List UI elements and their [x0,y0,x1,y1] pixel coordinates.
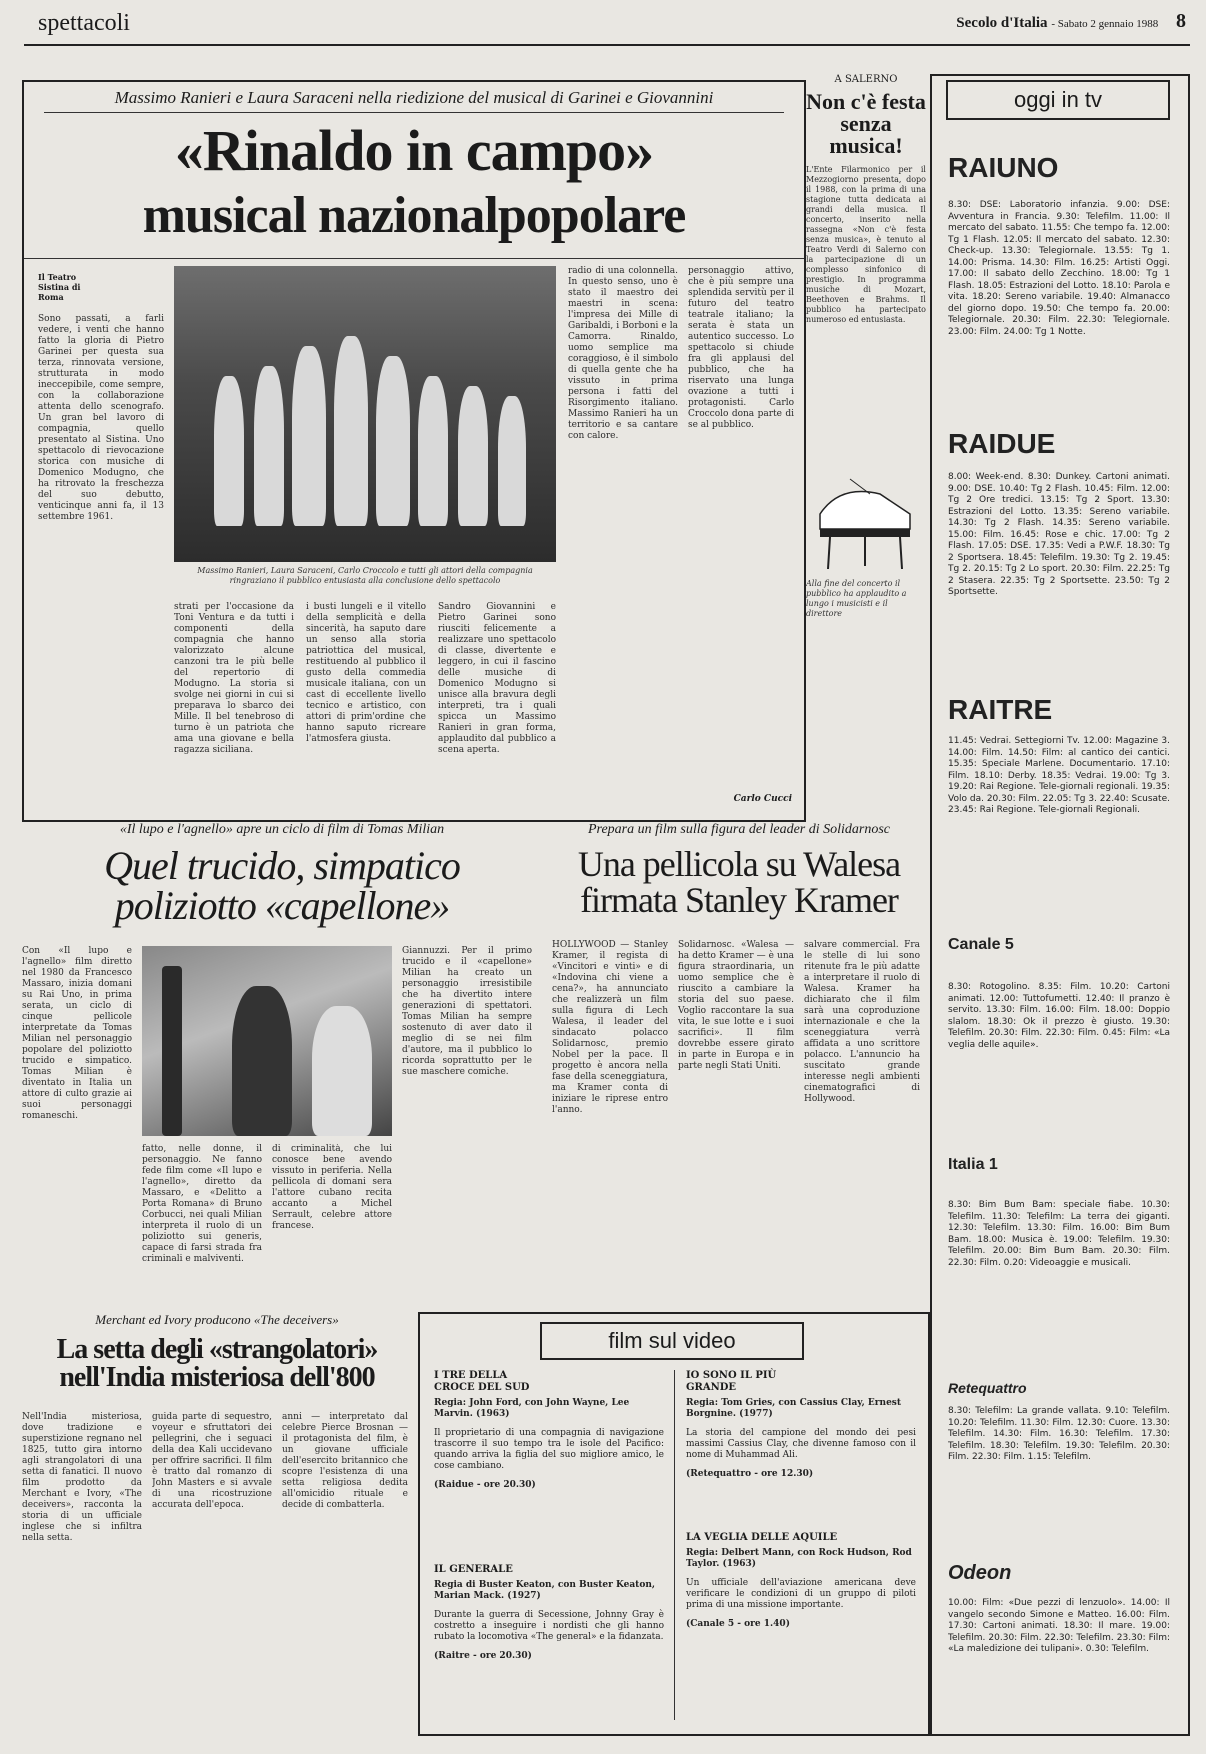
rinaldo-col3: i busti lungeli e il vitello della semplicità e della sincerità, ha saputo dare un senso alla storia patriottica del musical, restituendo al pubblico il gusto della commedia musicale italiana, con un cast di eccellente livello tecnico e artistico, con attori di prim'ordine che hanno saputo ricreare l'atmosfera giusta. [306,602,426,744]
deceivers-col3: anni — interpretato dal celebre Pierce Brosnan — il protagonista del film, è un giovane ufficiale dell'esercito britannico che scopre l'esistenza di una setta religiosa dedita all'omicidio rituale e decide di combatterla. [282,1412,408,1510]
raidue-logo: RAIDUE [948,428,1056,459]
milian-title-1: Quel trucido, simpatico [104,843,460,888]
rinaldo-col5: radio di una colonnella. In questo senso, uno è stato il maestro dei maestri in scena: l'impresa dei Mille di Garibaldi, i Borboni e la Camorra. Rinaldo, uomo semplice ma coraggioso, è il simbolo di quella gente che ha vissuto in prima persona i fatti del Risorgimento italiano. Massimo Ranieri ha un territorio e sa cantare con calore. [568,266,678,441]
film-item-desc: Durante la guerra di Secessione, Johnny Gray è costretto a inseguire i nordisti che gli hanno rubato la locomotiva «The general» e la fidanzata. [434,1610,664,1642]
film-item-title: IL GENERALE [434,1564,513,1575]
walesa-title-1: Una pellicola su Walesa [577,844,901,884]
milian-photo [142,946,392,1136]
retequattro-logo: Retequattro [948,1380,1027,1396]
salerno-kicker: A SALERNO [834,74,898,85]
canale5-schedule: 8.30: Rotogolino. 8.35: Film. 10.20: Cartoni animati. 12.00: Tuttofumetti. 12.40: Il pranzo è servito. 13.30: Film. 16.00: Film. 18.00: Doppio slalom. 18.30: Ok il prezzo è giusto. 19.30: Telefilm. 20.30: Film. 22.30: Film. 0.45: Film: «La veglia delle aquile». [948,982,1170,1050]
header-rule [24,44,1190,46]
deceivers-col1: Nell'India misteriosa, dove tradizione e superstizione regnano nel 1825, tutto gira intorno agli strangolatori di una setta di fanatici. Il nuovo film prodotto da Merchant e Ivory, «The deceivers», racconta la storia di un ufficiale inglese che si infiltra nella setta. [22,1412,142,1543]
deceivers-title-2: nell'India misteriosa dell'800 [59,1362,375,1393]
film-item-title: LA VEGLIA DELLE AQUILE [686,1532,838,1543]
walesa-col3: salvare commercial. Fra le stelle di lui sono ritenute fra le più adatte a interpretare il ruolo di Walesa. Kramer ha dichiarato che il film sarà una coproduzione internazionale e che la sceneggiatura verrà affidata a uno scrittore polacco. L'annuncio ha suscitato grande interesse negli ambienti cinematografici di Hollywood. [804,940,920,1104]
salerno-body: L'Ente Filarmonico per il Mezzogiorno presenta, dopo il 1988, con la prima di una stagione tutta dedicata ai grandi della musica. Il concerto, inserito nella rassegna «Non c'è festa senza musica», è tenuto al Teatro Verdi di Salerno con la partecipazione di un complesso sinfonico di prestigio. In programma musiche di Mozart, Beethoven e Brahms. Il pubblico ha partecipato numeroso ed entusiasta. [806,165,926,324]
rinaldo-place: Il Teatro Sistina di Roma [38,272,81,302]
film-item-3 [686,1370,916,1480]
film-item-1 [434,1370,664,1491]
film-item-title: IO SONO IL PIÙ GRANDE [686,1370,777,1393]
film-item-channel: (Raidue - ore 20.30) [434,1480,536,1490]
film-item-2 [434,1564,664,1662]
film-item-credits: Regia di Buster Keaton, con Buster Keaton, Marian Mack. (1927) [434,1580,656,1601]
rinaldo-col6: personaggio attivo, che è più sempre una splendida servitù per il futuro del teatro teatrale italiano; la serata è stata un autentico successo. Lo spettacolo si chiude fra gli applausi del pubblico, che ha riservato una lunga ovazione a tutti i protagonisti. Carlo Croccolo dona parte di se al pubblico. [688,266,794,430]
raiuno-logo: RAIUNO [948,152,1059,183]
raitre-logo: RAITRE [948,694,1053,725]
raiuno-schedule: 8.30: DSE: Laboratorio infanzia. 9.00: DSE: Avventura in Francia. 9.30: Telefilm. 11.00: Il mercato del sabato. 11.55: Che tempo fa. 12.00: Tg 1 Flash. 12.05: Il mercato del sabato. 12.30: Check-up. 13.30: Telegiornale. 13.55: Tg 1. 14.00: Prisma. 14.30: Film. 16.25: Artisti Oggi. 17.00: Il sabato dello Zecchino. 18.00: Tg 1 Flash. 18.05: Estrazioni del Lotto. 18.10: Parola e vita. 18.20: Sereno variabile. 19.40: Almanacco del giorno dopo. 19.50: Che tempo fa. 20.00: Telegiornale. 20.30: Film. 22.30: Telegiornale. 23.00: Film. 24.00: Tg 1 Notte. [948,200,1170,337]
milian-col2: fatto, nelle donne, il personaggio. Ne fanno fede film come «Il lupo e l'agnello», diretto da Massaro, e «Delitto a Porta Romana» di Bruno Corbucci, nei quali Milian interpreta il ruolo di un poliziotto sui generis, capace di farsi strada fra criminali e malviventi. [142,1144,262,1264]
tv-title: oggi in tv [946,80,1170,120]
walesa-title-2: firmata Stanley Kramer [580,880,898,920]
rinaldo-kicker: Massimo Ranieri e Laura Saraceni nella riedizione del musical di Garinei e Giovannini [44,88,784,113]
milian-col1: Con «Il lupo e l'agnello» film diretto nel 1980 da Francesco Massaro, inizia domani su Rai Uno, in prima serata, un ciclo di cinque pellicole interpretate da Tomas Milian nel personaggio popolare del poliziotto trucido e simpatico. Tomas Milian è diventato in Italia un attore di culto grazie ai suoi personaggi romaneschi. [22,946,132,1121]
film-item-credits: Regia: Tom Gries, con Cassius Clay, Ernest Borgnine. (1977) [686,1398,902,1419]
rinaldo-photo [174,266,556,562]
walesa-kicker: Prepara un film sulla figura del leader di Solidarnosc [587,822,891,837]
film-item-4 [686,1532,916,1630]
deceivers-article [22,1312,412,1732]
rinaldo-col1: Sono passati, a farli vedere, i venti che hanno fatto la gloria di Pietro Garinei per questa sua terza, rinnovata versione, strutturata in modo ineccepibile, come sempre, con la collaborazione attenta dello scenografo. Un gran bel lavoro di compagnia, quello presentato al Sistina. Uno spettacolo di rievocazione storica con musiche di Domenico Modugno, che ha ritrovato la freschezza del suo debutto, venticinque anni fa, il 13 settembre 1961. [38,314,164,522]
film-video-title: film sul video [540,1322,804,1360]
milian-kicker: «Il lupo e l'agnello» apre un ciclo di film di Tomas Milian [119,822,445,837]
walesa-col1: HOLLYWOOD — Stanley Kramer, il regista di «Vincitori e vinti» e di «Indovina chi viene a cena?», ha annunciato che realizzerà un film sulla figura di Lech Walesa, il leader del sindacato polacco Solidarnosc, premio Nobel per la pace. Il progetto è ancora nella fase della sceneggiatura, ma Kramer conta di iniziare le riprese entro l'anno. [552,940,668,1115]
film-item-desc: La storia del campione del mondo dei pesi massimi Cassius Clay, che divenne famoso con il nome di Muhammad Ali. [686,1428,916,1460]
milian-col4: Giannuzzi. Per il primo trucido e il «capellone» Milian ha creato un personaggio irresistibile che ha divertito intere generazioni di spettatori. Tomas Milian ha sempre sostenuto di aver dato il meglio di se nei film d'autore, ma il pubblico lo ricorda soprattutto per le sue maschere comiche. [402,946,532,1077]
section-title: spettacoli [38,10,130,36]
retequattro-schedule: 8.30: Telefilm: La grande vallata. 9.10: Telefilm. 10.20: Telefilm. 11.30: Film. 12.30: Cuore. 13.30: Telefilm. 14.30: Film. 16.30: Telefilm. 17.30: Telefilm. 18.30: Telefilm. 19.30: Telefilm. 20.30: Film. 22.30: Film. 1.15: Telefilm. [948,1406,1170,1462]
odeon-logo: Odeon [948,1562,1012,1584]
salerno-title: Non c'è festa senza musica! [806,89,926,158]
salerno-article [806,74,926,818]
film-item-desc: Il proprietario di una compagnia di navigazione trascorre il suo tempo tra le isole del Pacifico: quando arriva la figlia del suo migliore amico, le cose cambiano. [434,1428,664,1471]
film-item-title: I TRE DELLA CROCE DEL SUD [434,1370,530,1393]
walesa-col2: Solidarnosc. «Walesa — ha detto Kramer — è una figura straordinaria, un uomo semplice che è riuscito a cambiare la storia del suo paese. Voglio raccontare la sua vita, le sue lotte e i suoi sacrifici». Il film dovrebbe essere girato in parte in Europa e in parte negli Stati Uniti. [678,940,794,1071]
milian-article [22,822,542,1306]
piano-illustration [810,474,920,574]
raitre-schedule: 11.45: Vedrai. Settegiorni Tv. 12.00: Magazine 3. 14.00: Film. 14.50: Film: al cantico dei cantici. 15.35: Speciale Marlene. Documentario. 17.10: Film. 18.10: Derby. 18.35: Vedrai. 19.00: Tg 3. 19.20: Rai Regione. Tele-giornali regionali. 19.35: Volo da. 20.30: Film. 22.05: Tg 3. 22.40: Scusate. 23.45: Rai Regione. Tele-giornali Regionali. [948,736,1170,815]
walesa-article [552,822,926,1306]
deceivers-col2: guida parte di sequestro, voyeur e sfruttatori dei pellegrini, che i seguaci della dea Kali uccidevano per offrire sacrifici. Il film è tratto dal romanzo di John Masters e si avvale di una ricostruzione accurata dell'epoca. [152,1412,272,1510]
salerno-caption: Alla fine del concerto il pubblico ha applaudito a lungo i musicisti e il direttore [806,579,907,618]
film-item-channel: (Canale 5 - ore 1.40) [686,1619,790,1629]
canale5-logo: Canale 5 [948,936,1014,953]
deceivers-title-1: La setta degli «strangolatori» [56,1334,378,1365]
film-item-credits: Regia: John Ford, con John Wayne, Lee Marvin. (1963) [434,1398,630,1419]
film-item-channel: (Retequattro - ore 12.30) [686,1469,814,1479]
milian-col3: di criminalità, che lui conosce bene avendo vissuto in periferia. Nella pellicola di domani sera l'attore cubano recita accanto a Michel Serrault, celebre attore francese. [272,1144,392,1231]
italia1-schedule: 8.30: Bim Bum Bam: speciale fiabe. 10.30: Telefilm. 11.30: Telefilm: La terra dei giganti. 12.30: Telefilm. 13.30: Film. 16.00: Bim Bum Bam. 18.00: Musica è. 19.00: Telefilm. 19.30: Telefilm. 20.00: Bim Bum Bam. 20.30: Film. 22.30: Film. 0.20: Videoaggie e musicali. [948,1200,1170,1268]
italia1-logo: Italia 1 [948,1156,998,1173]
film-item-credits: Regia: Delbert Mann, con Rock Hudson, Rod Taylor. (1963) [686,1548,912,1569]
newspaper-name: Secolo d'Italia [956,15,1048,31]
issue-date: Sabato 2 gennaio 1988 [1057,18,1159,30]
tv-column [930,74,1190,1736]
film-item-desc: Un ufficiale dell'aviazione americana deve verificare le condizioni di un gruppo di piloti prima di una missione importante. [686,1578,916,1610]
rinaldo-col4: Sandro Giovannini e Pietro Garinei sono riusciti felicemente a realizzare uno spettacolo di classe, divertente e leggero, in cui il fascino delle musiche di Domenico Modugno si unisce alla bravura degli interpreti, tra i quali spicca un Massimo Ranieri in gran forma, applaudito dal pubblico a scena aperta. [438,602,556,755]
masthead-info: Secolo d'Italia - Sabato 2 gennaio 1988 8 [956,10,1186,32]
page-number: 8 [1176,10,1186,32]
milian-title-2: poliziotto «capellone» [114,883,450,928]
rinaldo-col2: strati per l'occasione da Toni Ventura e da tutti i componenti della compagnia che hanno valorizzato alcune canzoni tra le più belle del repertorio di Modugno. La storia si svolge nei giorni in cui si preparava lo sbarco dei Mille. Il bel tenebroso di turno è un patriota che ama una giovane e bella ragazza siciliana. [174,602,294,755]
rinaldo-caption: Massimo Ranieri, Laura Saraceni, Carlo Croccolo e tutti gli attori della compagnia ringraziano il pubblico entusiasta alla conclusione dello spettacolo [197,566,533,585]
raidue-schedule: 8.00: Week-end. 8.30: Dunkey. Cartoni animati. 9.00: DSE. 10.40: Tg 2 Flash. 10.45: Film. 12.00: Tg 2 Ore tredici. 13.15: Tg 2 Sport. 13.30: Estrazioni del Lotto. 13.35: Sereno variabile. 14.30: Tg 2 Flash. 14.35: Sereno variabile. 15.00: Film. 16.45: Rose e chic. 17.00: Tg 2 Flash. 17.05: DSE. 17.35: Vedi a P.W.F. 18.30: Tg 2 Sportsera. 18.45: Telefilm. 19.30: Tg 2. 19.45: Tg 2. 20.15: Tg 2 Lo sport. 20.30: Film. 22.25: Tg 2 Stasera. 22.35: Tg 2 Sportsette. 23.50: Tg 2 Sportsette. [948,472,1170,597]
film-video-box [418,1312,930,1736]
rinaldo-article [22,80,806,822]
film-item-channel: (Raitre - ore 20.30) [434,1651,532,1661]
odeon-schedule: 10.00: Film: «Due pezzi di lenzuolo». 14.00: Il vangelo secondo Simone e Matteo. 16.00: Film. 17.30: Cartoni animati. 18.30: Il mare. 19.00: Telefilm. 20.30: Film. 22.30: Telefilm. 23.30: Film: «La maledizione dei tulipani». 0.30: Telefilm. [948,1598,1170,1654]
deceivers-kicker: Merchant ed Ivory producono «The deceivers» [95,1312,339,1327]
rinaldo-title-2: musical nazionalpopolare [142,187,686,244]
rinaldo-title-1: «Rinaldo in campo» [174,118,654,183]
rinaldo-author: Carlo Cucci [733,794,792,804]
